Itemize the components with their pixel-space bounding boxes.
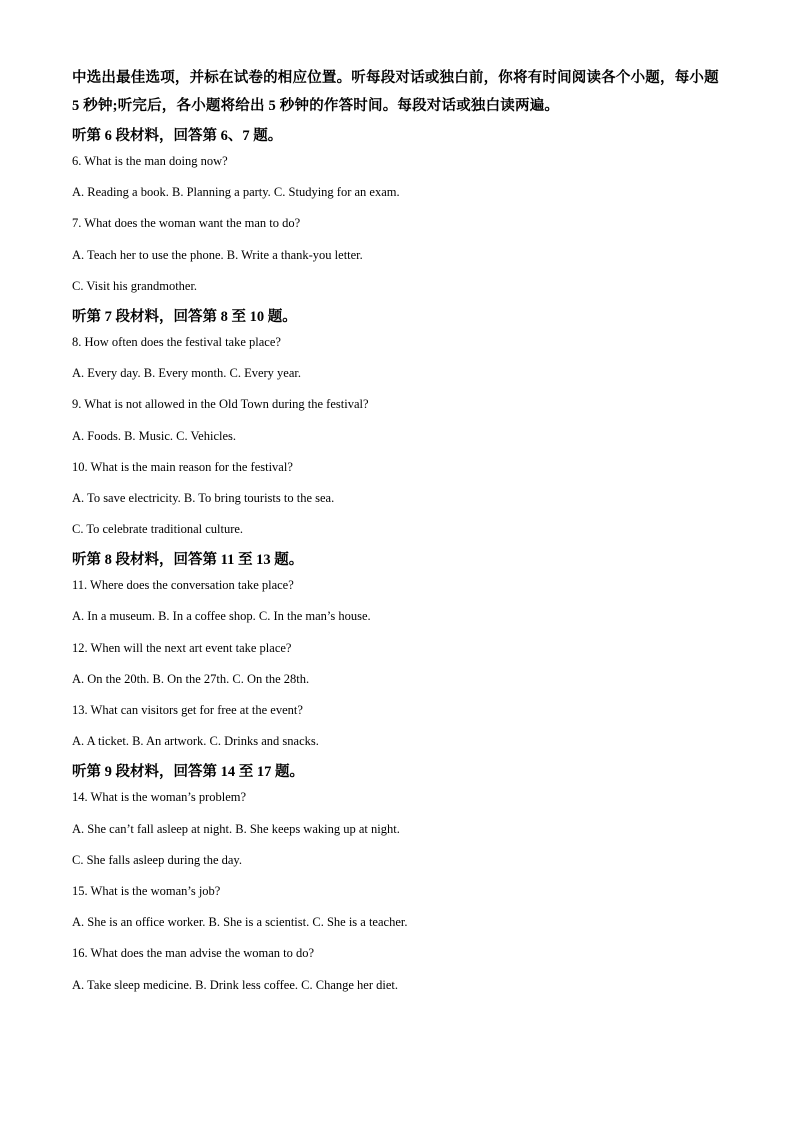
question-7: 7. What does the woman want the man to do? bbox=[72, 216, 301, 231]
question-7-options-cont: C. Visit his grandmother. bbox=[72, 278, 198, 293]
question-11-options: A. In a museum. B. In a coffee shop. C. In the man’s house. bbox=[72, 609, 371, 624]
question-9-options: A. Foods. B. Music. C. Vehicles. bbox=[72, 428, 237, 443]
instructions-paragraph: 中选出最佳选项，并标在试卷的相应位置。听每段对话或独白前，你将有时间阅读各个小题，每小题 5 秒钟;听完后，各小题将给出 5 秒钟的作答时间。每段对话或独白读两遍。 bbox=[72, 70, 719, 114]
question-11: 11. Where does the conversation take place? bbox=[72, 578, 294, 593]
section-heading: 听第 9 段材料，回答第 14 至 17 题。 bbox=[72, 764, 304, 781]
question-16-options: A. Take sleep medicine. B. Drink less coffee. C. Change her diet. bbox=[72, 977, 399, 992]
question-15: 15. What is the woman’s job? bbox=[72, 883, 221, 898]
question-15-options: A. She is an office worker. B. She is a scientist. C. She is a teacher. bbox=[72, 915, 408, 930]
question-13: 13. What can visitors get for free at the event? bbox=[72, 703, 303, 717]
question-16: 16. What does the man advise the woman to do? bbox=[72, 946, 315, 961]
question-6: 6. What is the man doing now? bbox=[72, 154, 228, 168]
question-7-options: A. Teach her to use the phone. B. Write a thank-you letter. bbox=[72, 247, 363, 262]
question-13-options: A. A ticket. B. An artwork. C. Drinks and snacks. bbox=[72, 734, 319, 749]
question-8-options: A. Every day. B. Every month. C. Every year. bbox=[72, 366, 301, 381]
question-10-options: A. To save electricity. B. To bring tourists to the sea. bbox=[72, 490, 335, 505]
question-9: 9. What is not allowed in the Old Town during the festival? bbox=[72, 397, 369, 412]
section-heading: 听第 8 段材料，回答第 11 至 13 题。 bbox=[72, 552, 304, 569]
question-12-options: A. On the 20th. B. On the 27th. C. On the 28th. bbox=[72, 671, 310, 686]
section-heading: 听第 7 段材料，回答第 8 至 10 题。 bbox=[72, 308, 297, 325]
question-8: 8. How often does the festival take place? bbox=[72, 334, 281, 349]
question-14: 14. What is the woman’s problem? bbox=[72, 790, 247, 805]
section-heading: 听第 6 段材料，回答第 6、7 题。 bbox=[72, 128, 283, 144]
question-6-options: A. Reading a book. B. Planning a party. C. Studying for an exam. bbox=[72, 185, 400, 200]
question-14-options: A. She can’t fall asleep at night. B. She keeps waking up at night. bbox=[72, 821, 400, 836]
question-10: 10. What is the main reason for the festival? bbox=[72, 459, 293, 474]
section-8 bbox=[72, 550, 722, 751]
question-14-options-cont: C. She falls asleep during the day. bbox=[72, 852, 242, 867]
section-9 bbox=[72, 762, 722, 994]
section-6 bbox=[72, 126, 722, 296]
question-10-options-cont: C. To celebrate traditional culture. bbox=[72, 522, 244, 537]
page-content bbox=[72, 64, 722, 1006]
section-7 bbox=[72, 307, 722, 539]
question-12: 12. When will the next art event take place? bbox=[72, 640, 292, 655]
